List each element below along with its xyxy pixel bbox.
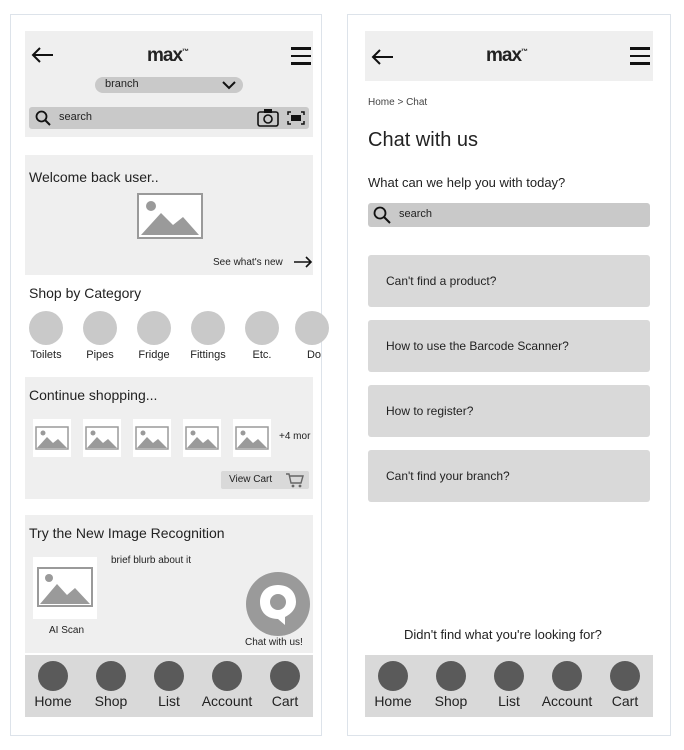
nav-shop[interactable]: [423, 661, 479, 709]
nav-shop[interactable]: [83, 661, 139, 709]
recent-item[interactable]: [83, 419, 121, 457]
chevron-down-icon: [221, 80, 237, 90]
search-icon: [373, 206, 391, 224]
category-item[interactable]: [133, 311, 179, 361]
logo-text: max: [147, 45, 183, 66]
hamburger-menu-icon[interactable]: [630, 47, 650, 70]
bottom-nav: [365, 655, 653, 717]
category-label: Toilets: [30, 349, 62, 361]
recent-item[interactable]: [133, 419, 171, 457]
image-recognition-panel: [25, 515, 313, 653]
logo-text: max: [486, 45, 522, 66]
category-item[interactable]: [187, 311, 233, 361]
category-item[interactable]: [295, 311, 339, 361]
logo-suffix: ™: [521, 48, 528, 56]
hamburger-menu-icon[interactable]: [291, 47, 311, 70]
search-icon: [35, 110, 51, 126]
category-row: [25, 311, 322, 369]
nav-label: Account: [541, 693, 593, 709]
image-recognition-title: Try the New Image Recognition: [29, 525, 225, 541]
view-cart-button[interactable]: [221, 471, 309, 489]
ai-scan-label: AI Scan: [49, 625, 85, 636]
logo: [486, 45, 527, 67]
category-label: Pipes: [86, 349, 114, 361]
recent-item[interactable]: [33, 419, 71, 457]
image-placeholder-icon: [37, 567, 93, 607]
nav-account[interactable]: [199, 661, 255, 709]
image-placeholder-icon: [137, 193, 203, 239]
faq-item[interactable]: How to register?: [368, 385, 650, 437]
ai-scan-tile[interactable]: [33, 557, 97, 619]
back-arrow-icon[interactable]: [31, 45, 55, 65]
nav-label: List: [498, 693, 520, 709]
nav-label: Cart: [611, 693, 639, 709]
faq-item[interactable]: Can't find your branch?: [368, 450, 650, 502]
shop-by-category-heading: Shop by Category: [29, 285, 142, 301]
category-label: Fridge: [138, 349, 170, 361]
continue-shopping-panel: [25, 377, 313, 499]
back-arrow-icon[interactable]: [371, 47, 395, 67]
see-whats-new-link[interactable]: See what's new: [213, 257, 283, 268]
category-label: Do: [306, 349, 322, 361]
category-item[interactable]: [241, 311, 287, 361]
chat-with-us-link[interactable]: Chat with us!: [245, 637, 303, 648]
cart-icon: [285, 472, 305, 488]
barcode-icon[interactable]: [287, 111, 305, 125]
nav-cart[interactable]: [597, 661, 653, 709]
category-item[interactable]: [25, 311, 71, 361]
home-screen: [10, 14, 322, 736]
recent-item[interactable]: [183, 419, 221, 457]
nav-label: Shop: [94, 693, 128, 709]
nav-list[interactable]: [141, 661, 197, 709]
branch-dropdown[interactable]: [95, 77, 243, 93]
image-placeholder-icon: [85, 426, 119, 450]
faq-item[interactable]: How to use the Barcode Scanner?: [368, 320, 650, 372]
image-placeholder-icon: [185, 426, 219, 450]
search-placeholder: search: [399, 208, 433, 220]
nav-label: Home: [374, 693, 412, 709]
nav-label: Account: [201, 693, 253, 709]
image-placeholder-icon: [235, 426, 269, 450]
nav-home[interactable]: [25, 661, 81, 709]
continue-shopping-heading: Continue shopping...: [29, 387, 158, 403]
footer-text: Didn't find what you're looking for?: [404, 627, 602, 642]
nav-cart[interactable]: [257, 661, 313, 709]
image-placeholder-icon: [135, 426, 169, 450]
nav-list[interactable]: [481, 661, 537, 709]
more-items-link[interactable]: +4 mor: [279, 431, 311, 442]
arrow-right-icon[interactable]: [293, 256, 313, 268]
logo-suffix: ™: [182, 48, 189, 56]
nav-label: Home: [34, 693, 72, 709]
search-bar[interactable]: [29, 107, 309, 129]
branch-label: branch: [105, 78, 139, 90]
nav-home[interactable]: [365, 661, 421, 709]
nav-label: List: [158, 693, 180, 709]
view-cart-label: View Cart: [229, 474, 273, 485]
bottom-nav: [25, 655, 313, 717]
nav-account[interactable]: [539, 661, 595, 709]
recent-item[interactable]: [233, 419, 271, 457]
welcome-panel: [25, 155, 313, 275]
category-label: Fittings: [190, 349, 226, 361]
logo: [147, 45, 188, 67]
category-item[interactable]: [79, 311, 125, 361]
chat-screen: [347, 14, 671, 736]
page-title: Chat with us: [368, 129, 479, 151]
category-label: Etc.: [252, 349, 272, 361]
nav-label: Shop: [434, 693, 468, 709]
search-placeholder: search: [59, 111, 93, 123]
chat-bubble-icon[interactable]: [245, 571, 311, 637]
search-bar[interactable]: [368, 203, 650, 227]
welcome-text: Welcome back user..: [29, 169, 159, 185]
blurb-text: brief blurb about it: [111, 555, 192, 566]
camera-icon[interactable]: [257, 108, 279, 127]
image-placeholder-icon: [35, 426, 69, 450]
breadcrumb[interactable]: Home > Chat: [368, 97, 428, 108]
nav-label: Cart: [271, 693, 299, 709]
subtitle: What can we help you with today?: [368, 175, 566, 190]
faq-item[interactable]: Can't find a product?: [368, 255, 650, 307]
